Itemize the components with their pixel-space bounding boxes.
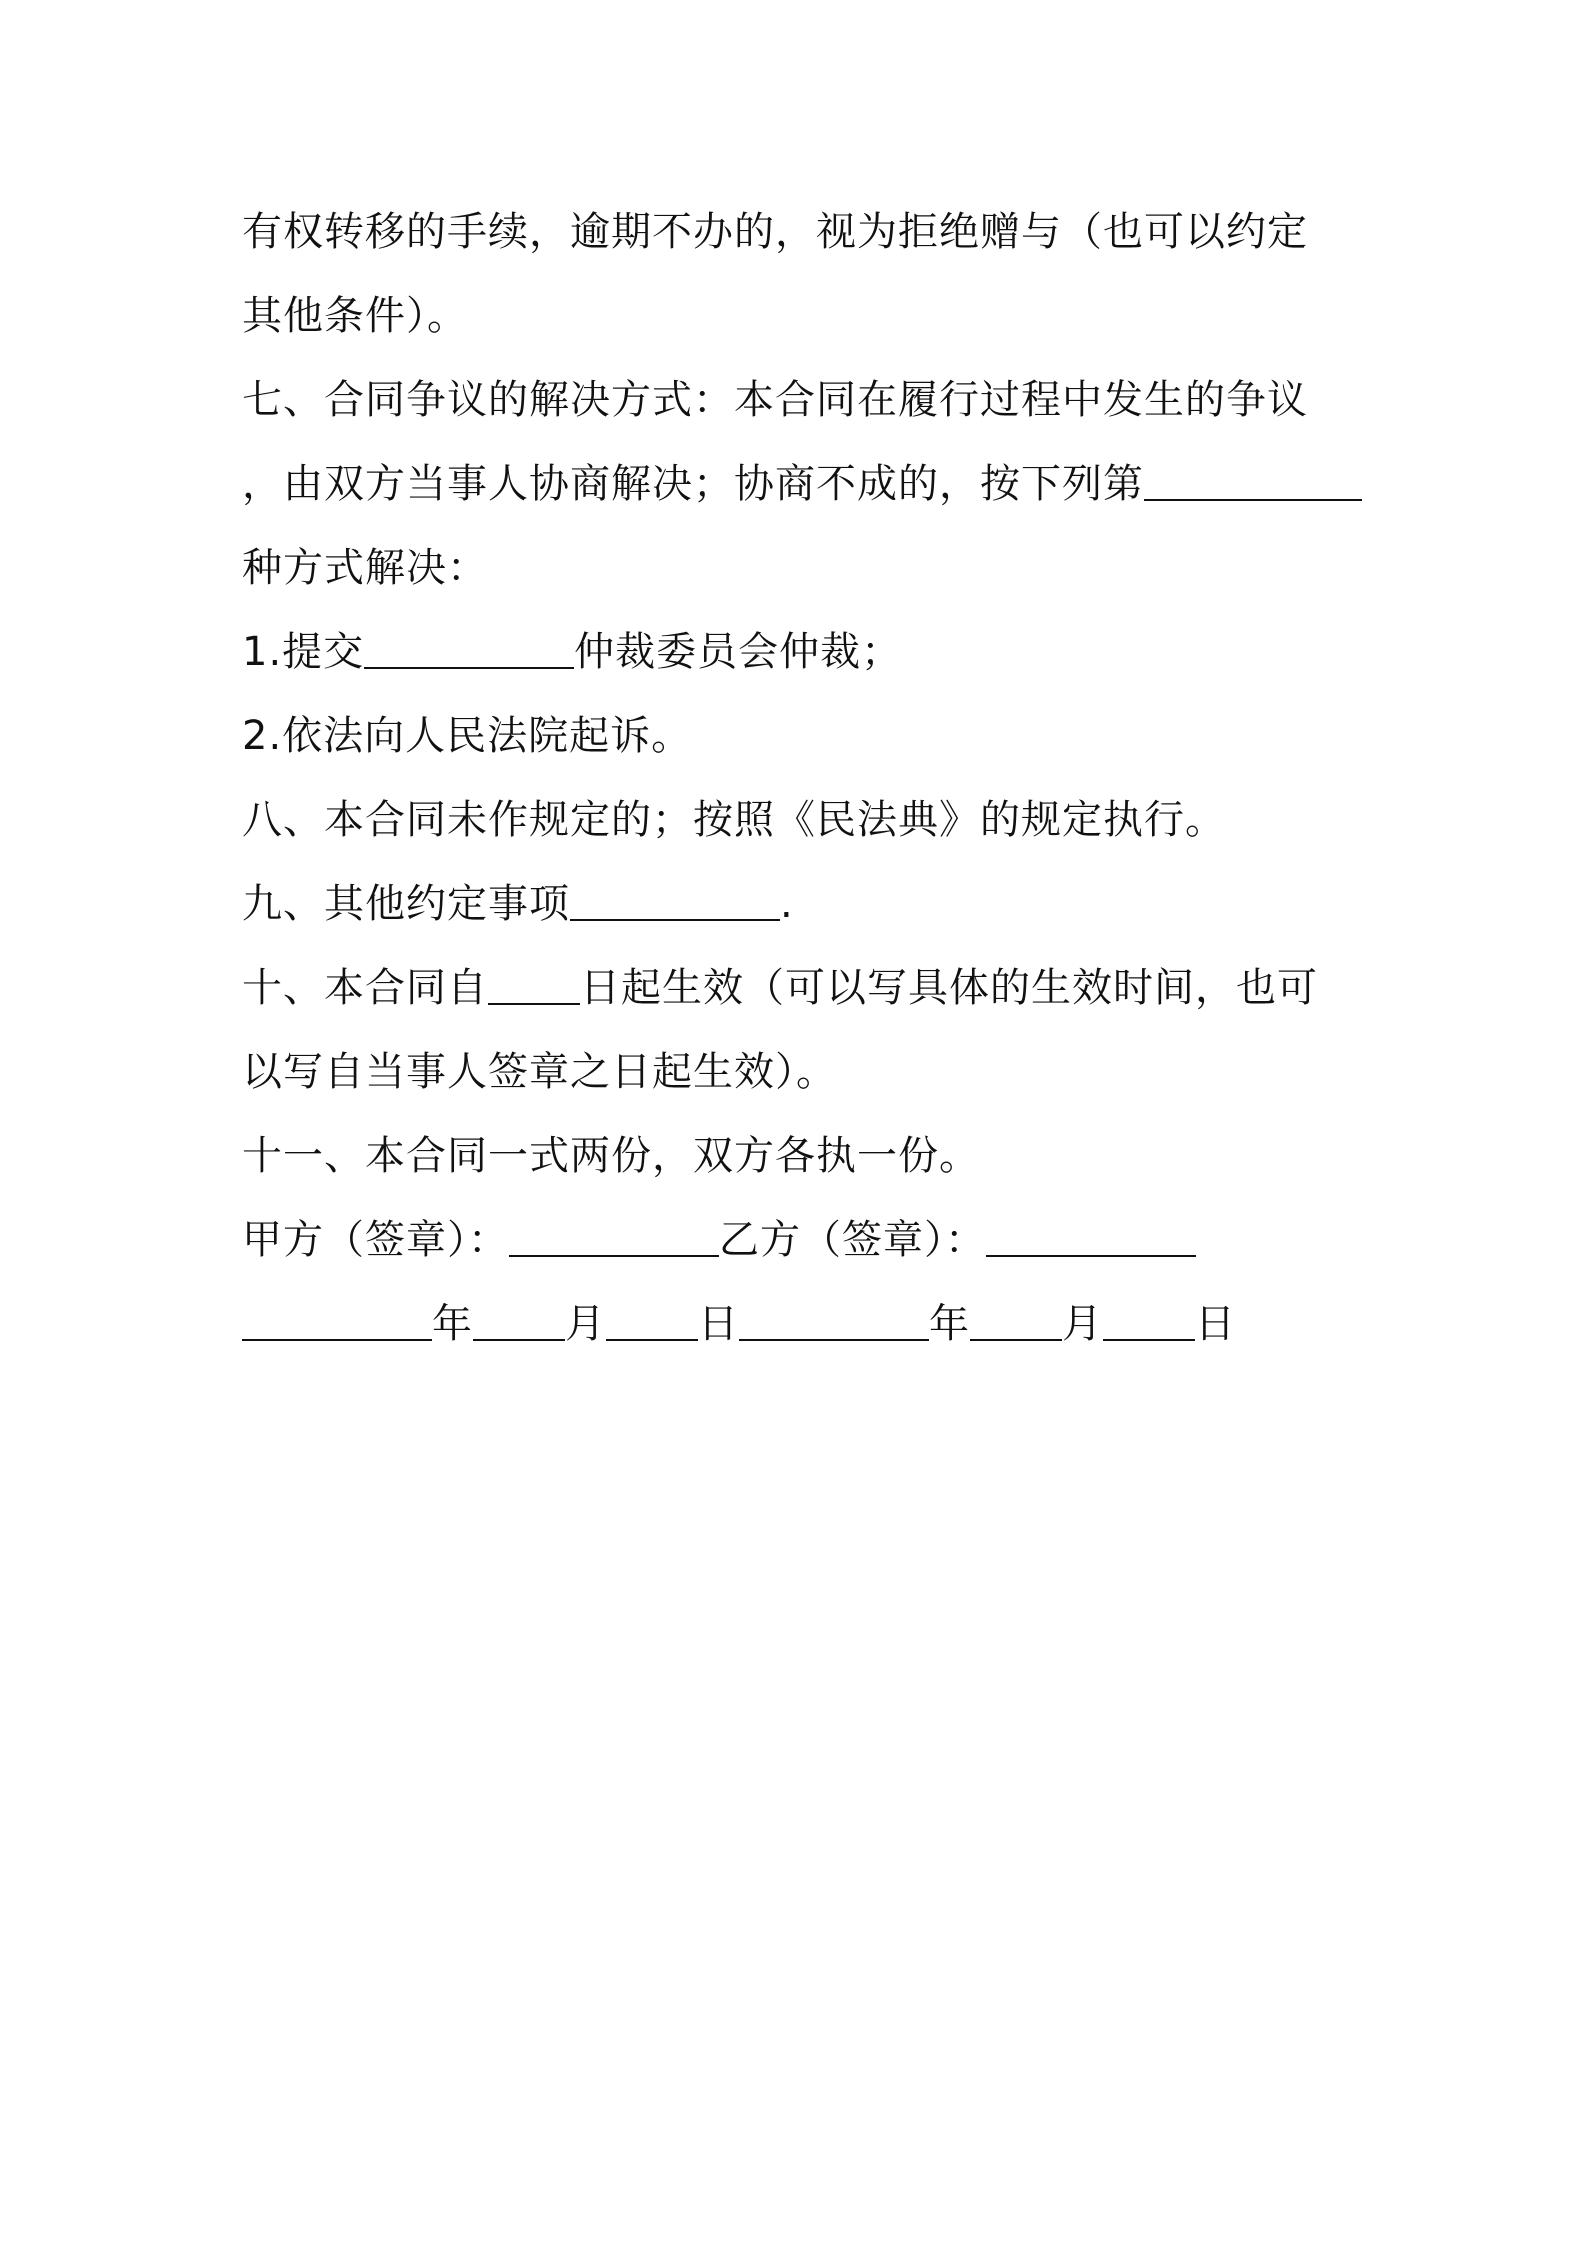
clause-text: 八、本合同未作规定的；按照《民法典》的规定执行。: [242, 797, 1226, 843]
party-a-label: 甲方（签章）：: [242, 1217, 509, 1263]
fill-blank-effective-date: [488, 1003, 580, 1005]
month-label: 月: [565, 1301, 606, 1347]
clause-text: 其他条件）。: [242, 293, 468, 339]
party-b-year-blank: [739, 1339, 929, 1341]
fill-blank-method-number: [1144, 499, 1362, 501]
year-label: 年: [929, 1301, 970, 1347]
text-line: [242, 1030, 1362, 1114]
clause-eight-line: [242, 778, 1362, 862]
clause-text: 七、合同争议的解决方式：本合同在履行过程中发生的争议: [242, 377, 1308, 423]
party-a-year-blank: [242, 1339, 432, 1341]
clause-text: 1.提交: [242, 629, 365, 675]
clause-eleven-line: [242, 1114, 1362, 1198]
day-label: 日: [1195, 1301, 1236, 1347]
clause-text: 2.依法向人民法院起诉。: [242, 713, 693, 759]
clause-seven-line: [242, 358, 1362, 442]
fill-blank-arbitration-committee: [364, 667, 574, 669]
party-b-month-blank: [970, 1339, 1062, 1341]
text-line: [242, 442, 1362, 526]
clause-text: 有权转移的手续，逾期不办的，视为拒绝赠与（也可以约定: [242, 209, 1308, 255]
party-b-day-blank: [1103, 1339, 1195, 1341]
text-line: [242, 274, 1362, 358]
clause-ten-line: [242, 946, 1362, 1030]
clause-text: 十一、本合同一式两份，双方各执一份。: [242, 1133, 980, 1179]
clause-text: 九、其他约定事项: [242, 881, 570, 927]
party-a-day-blank: [606, 1339, 698, 1341]
party-b-label: 乙方（签章）：: [719, 1217, 986, 1263]
text-line: [242, 526, 1362, 610]
year-label: 年: [432, 1301, 473, 1347]
date-line: [242, 1282, 1362, 1366]
fill-blank-other-terms: [570, 919, 780, 921]
contract-text: [242, 190, 1362, 1366]
clause-text: 种方式解决：: [242, 545, 488, 591]
signature-line: [242, 1198, 1362, 1282]
clause-text: .: [780, 881, 794, 927]
day-label: 日: [698, 1301, 739, 1347]
party-a-month-blank: [473, 1339, 565, 1341]
clause-text: 十、本合同自: [242, 965, 488, 1011]
option-one-line: [242, 610, 1362, 694]
clause-nine-line: [242, 862, 1362, 946]
option-two-line: [242, 694, 1362, 778]
month-label: 月: [1062, 1301, 1103, 1347]
party-a-signature-blank: [509, 1255, 719, 1257]
clause-text: 以写自当事人签章之日起生效）。: [242, 1049, 837, 1095]
party-b-signature-blank: [986, 1255, 1196, 1257]
clause-text: 日起生效（可以写具体的生效时间，也可: [580, 965, 1318, 1011]
clause-text: 仲裁委员会仲裁；: [574, 629, 903, 675]
clause-text: ，由双方当事人协商解决；协商不成的，按下列第: [242, 461, 1144, 507]
text-line: [242, 190, 1362, 274]
